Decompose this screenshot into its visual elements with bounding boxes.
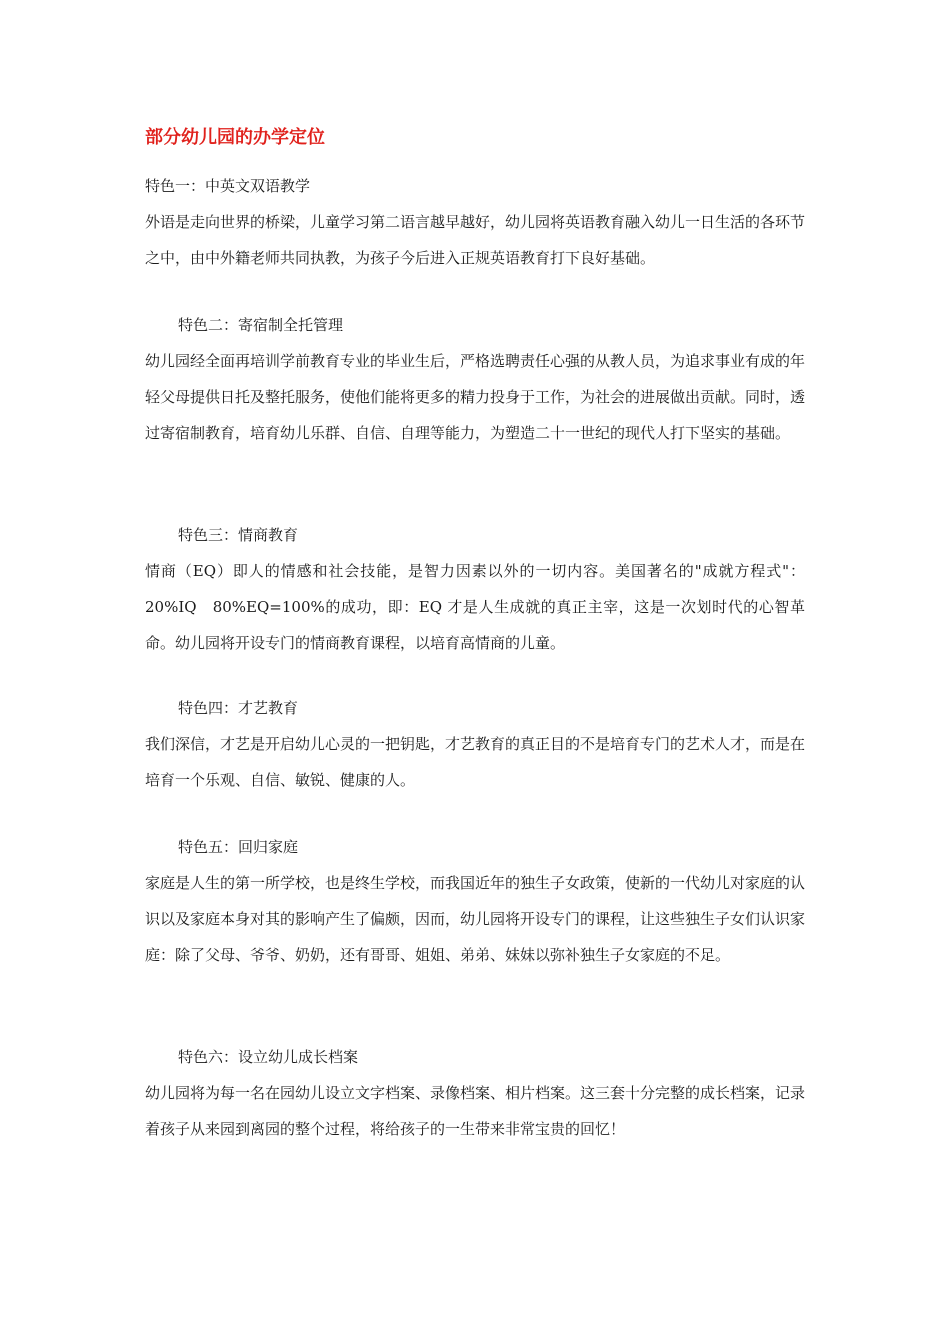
section-body: 幼儿园将为每一名在园幼儿设立文字档案、录像档案、相片档案。这三套十分完整的成长档案，记录着孩子从来园到离园的整个过程，将给孩子的一生带来非常宝贵的回忆！ (145, 1084, 806, 1138)
page-title: 部分幼儿园的办学定位 (145, 127, 325, 148)
section-eq (145, 517, 805, 661)
section-arts (145, 690, 805, 798)
section-bilingual (145, 168, 805, 276)
section-heading: 特色六：设立幼儿成长档案 (178, 1048, 359, 1066)
section-boarding (145, 307, 805, 451)
section-heading: 特色三：情商教育 (178, 526, 299, 544)
section-body: 家庭是人生的第一所学校，也是终生学校，而我国近年的独生子女政策，使新的一代幼儿对家庭的认识以及家庭本身对其的影响产生了偏颇，因而，幼儿园将开设专门的课程，让这些独生子女们认识家庭：除了父母、爷爷、奶奶，还有哥哥、姐姐、弟弟、妹妹以弥补独生子女家庭的不足。 (145, 874, 806, 964)
section-body: 外语是走向世界的桥梁，儿童学习第二语言越早越好，幼儿园将英语教育融入幼儿一日生活的各环节之中，由中外籍老师共同执教，为孩子今后进入正规英语教育打下良好基础。 (145, 213, 806, 267)
section-body: 情商（EQ）即人的情感和社会技能，是智力因素以外的一切内容。美国著名的"成就方程式"：20%IQ 80%EQ=100%的成功，即：EQ 才是人生成就的真正主宰，这是一次划时代的心智革命。幼儿园将开设专门的情商教育课程，以培育高情商的儿童。 (145, 562, 805, 652)
section-growth-archive (145, 1039, 805, 1147)
section-heading: 特色四：才艺教育 (178, 699, 299, 717)
section-heading: 特色五：回归家庭 (178, 838, 299, 856)
section-family (145, 829, 805, 973)
section-body: 幼儿园经全面再培训学前教育专业的毕业生后，严格选聘责任心强的从教人员，为追求事业有成的年轻父母提供日托及整托服务，使他们能将更多的精力投身于工作，为社会的进展做出贡献。同时，透过寄宿制教育，培育幼儿乐群、自信、自理等能力，为塑造二十一世纪的现代人打下坚实的基础。 (145, 352, 806, 442)
section-heading: 特色二：寄宿制全托管理 (178, 316, 344, 334)
section-body: 我们深信，才艺是开启幼儿心灵的一把钥匙，才艺教育的真正目的不是培育专门的艺术人才，而是在培育一个乐观、自信、敏锐、健康的人。 (145, 735, 806, 789)
section-heading: 特色一：中英文双语教学 (145, 177, 311, 195)
